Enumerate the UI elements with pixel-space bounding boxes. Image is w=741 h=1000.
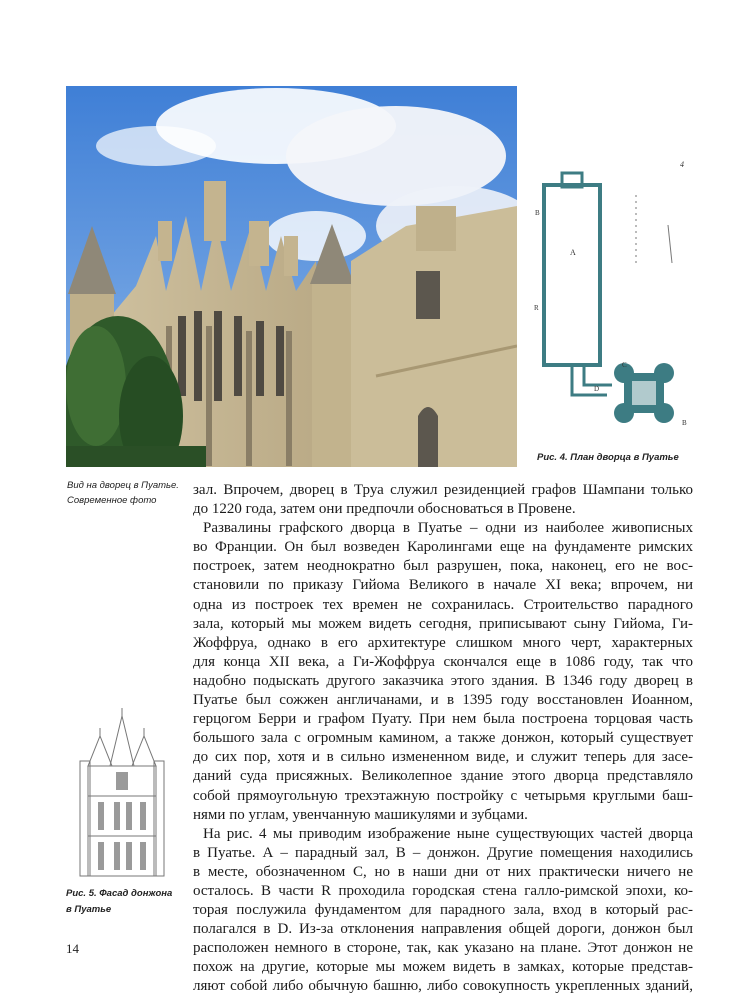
figure-5-caption-line-1: Рис. 5. Фасад донжона bbox=[66, 888, 173, 899]
figure-5-caption-line-2: в Пуатье bbox=[66, 904, 112, 915]
text-line: На рис. 4 мы приводим изображение ныне существующих частей дворца bbox=[203, 825, 693, 842]
text-line: большого зала с огромным камином, а также донжон, который существует bbox=[193, 730, 693, 747]
donjon-drawing-illustration bbox=[70, 706, 174, 878]
photo-caption: Вид на дворец в Пуатье. Современное фото bbox=[67, 480, 179, 506]
text-line: до сих пор, хотя и в сильно измененном виде, и служит теперь для засе- bbox=[193, 749, 693, 766]
figure-5-caption bbox=[66, 886, 184, 918]
text-line: Развалины графского дворца в Пуатье – одни из наиболее живописных bbox=[203, 520, 693, 537]
text-line: надобно подыскать другого заказчика этого здания. В 1346 году дворец в bbox=[193, 672, 693, 689]
text-line: похож на другие, которые мы можем видеть в замках, которые представ- bbox=[193, 959, 693, 976]
text-line: собой прямоугольную трехэтажную постройку с четырьмя круглыми баш- bbox=[193, 787, 693, 804]
text-line: расположен немного в стороне, так, как указано на плане. Этот донжон не bbox=[193, 940, 693, 957]
plan-label-corner: 4 bbox=[680, 160, 684, 169]
text-line: даний суда присяжных. Великолепное здание этого дворца представляло bbox=[193, 768, 693, 785]
text-line: одна из построек тех времен не сохранилась. Строительство парадного bbox=[193, 596, 693, 613]
text-line: ляют собой либо обычную башню, либо совокупность укрепленных зданий, bbox=[193, 978, 693, 995]
figure-4-caption: Рис. 4. План дворца в Пуатье bbox=[537, 452, 679, 463]
plan-label-r: R bbox=[534, 304, 539, 312]
palace-plan bbox=[532, 155, 700, 445]
text-line: нями по углам, увенчанную машикулями и зубцами. bbox=[193, 806, 528, 823]
text-line: зала, который мы можем видеть сегодня, приписывают сыну Гийома, Ги- bbox=[193, 615, 693, 632]
body-text bbox=[193, 481, 693, 997]
text-line: во Франции. Он был возведен Каролингами еще на фундаменте римских bbox=[193, 539, 693, 556]
page-number: 14 bbox=[66, 941, 79, 956]
text-line: торая послужила фундаментом для парадного зала, вход в который рас- bbox=[193, 902, 693, 919]
donjon-drawing bbox=[70, 706, 174, 878]
text-line: герцогом Берри и графом Пуату. При нем была построена торцовая часть bbox=[193, 711, 693, 728]
text-line: становили по приказу Гийома Великого в начале XI века; впрочем, ни bbox=[193, 577, 693, 594]
text-line: Пуатье был сожжен англичанами, и в 1395 году восстановлен Иоанном, bbox=[193, 692, 693, 709]
plan-label-b-donjon: B bbox=[682, 419, 687, 427]
plan-label-c: C bbox=[622, 361, 627, 369]
plan-label-a: A bbox=[570, 248, 576, 257]
text-line: Жоффруа, однако в его архитектуре слишком много черт, характерных bbox=[193, 634, 693, 651]
text-line: осталось. В части R проходила городская стена галло-римской эпохи, ко- bbox=[193, 882, 693, 899]
text-line: до 1220 года, затем они предпочли обосноваться в Провене. bbox=[193, 501, 576, 518]
text-line: полагался в D. Из-за отклонения направления общей дороги, донжон был bbox=[193, 921, 693, 938]
palace-photo-illustration bbox=[66, 86, 517, 467]
palace-photo bbox=[66, 86, 517, 467]
palace-plan-drawing bbox=[532, 155, 700, 445]
text-line: для конца XII века, а Ги-Жоффруа скончался еще в 1086 году, так что bbox=[193, 653, 693, 670]
plan-label-d: D bbox=[594, 385, 600, 393]
text-line: в Пуатье. А – парадный зал, В – донжон. Другие помещения находились bbox=[193, 844, 693, 861]
text-line: зал. Впрочем, дворец в Труа служил резиденцией графов Шампани только bbox=[193, 482, 693, 498]
plan-label-b-hall: B bbox=[535, 209, 540, 217]
text-line: построек, затем неоднократно был разрушен, пока, наконец, его не вос- bbox=[193, 558, 693, 575]
text-line: в месте, обозначенном С, но в наши дни от них практически ничего не bbox=[193, 863, 693, 880]
